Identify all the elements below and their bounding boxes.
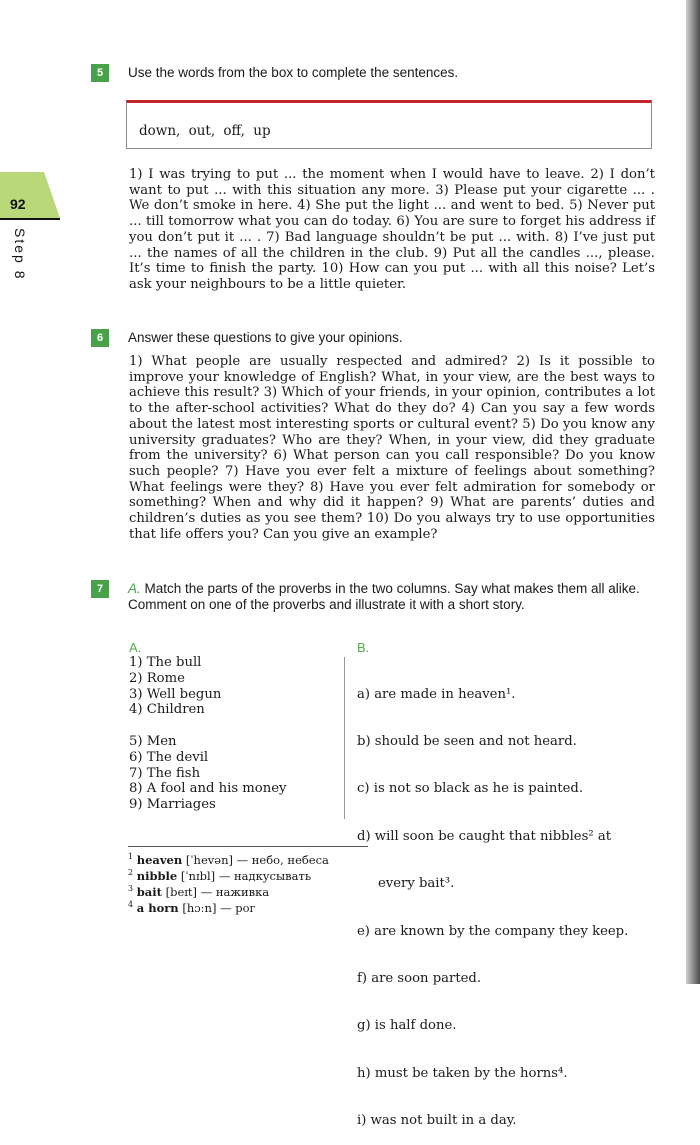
column-b-item: b) should be seen and not heard. [357,733,577,749]
column-b-item: c) is not so black as he is painted. [357,781,584,797]
step-label: Step 8 [12,228,28,281]
exercise-5-text: 1) I was trying to put ... the moment when I would have to leave. 2) I don’t want to put ... with this situation any more. 3) Please put your cigarette ... . We don’t smoke in here. 4) She put the light ... and went to bed. 5) Never put ... till tomorrow what you can do today. 6) You are sure to forget his address if you don’t put it ... . 7) Bad language shouldn’t be put ... with. 8) I’ve just put ... the names of all the children in the club. 9) Put all the candles ..., please. It’s time to finish the party. 10) How can you put ... with all this noise? Let’s ask your neighbours to be a little quieter. [129,167,655,292]
column-a-spacer [129,718,286,734]
footnote-rule [128,846,368,847]
footnote: $^1$ heaven [ˈhevən] — небо, небеса [128,852,329,867]
column-b-item: e) are known by the company they keep. [357,923,629,939]
column-b-item: a) are made in heaven¹. [357,686,516,702]
column-a-item: 8) A fool and his money [129,781,287,797]
column-a-item: 5) Men [129,733,177,749]
column-a-item: 2) Rome [129,670,185,686]
exercise-7-badge: 7 [91,580,109,598]
column-a-heading: A. [129,640,142,655]
exercise-7-instruction-block [128,581,658,613]
column-b-item: i) was not built in a day. [357,1113,517,1129]
exercise-7-part-label: A. [128,581,141,596]
column-b-item: h) must be taken by the horns⁴. [357,1065,568,1081]
column-b-item: every bait³. [357,876,455,892]
page-edge-shadow [686,0,700,984]
exercise-7-instruction: Match the parts of the proverbs in the two columns. Say what makes them all alike. Comment on one of the proverbs and illustrate it with a short story. [128,581,640,612]
word-box [126,100,652,149]
footnote: $^3$ bait [beɪt] — наживка [128,884,270,899]
word-box-words: down, out, off, up [139,123,271,139]
column-a-list [129,655,286,813]
column-b-item: f) are soon parted. [357,970,482,986]
column-a-item: 1) The bull [129,655,202,670]
column-b-heading: B. [357,640,370,655]
footnote: $^4$ a horn [hɔːn] — рог [128,900,256,915]
page-tab-notch [44,172,60,218]
side-divider [0,218,60,220]
column-divider [344,657,345,819]
exercise-6-badge: 6 [91,329,109,347]
column-a-item: 3) Well begun [129,686,222,702]
column-a-item: 4) Children [129,702,205,718]
footnote: $^2$ nibble [ˈnɪbl] — надкусывать [128,868,312,883]
exercise-5-instruction: Use the words from the box to complete the sentences. [128,65,459,80]
page-number: 92 [10,196,26,212]
column-b-list [357,655,628,1145]
column-b-item: g) is half done. [357,1018,457,1034]
column-a-item: 7) The fish [129,765,201,781]
footnotes [128,852,329,916]
column-a-item: 6) The devil [129,749,209,765]
exercise-5-badge: 5 [91,64,109,82]
column-a-item: 9) Marriages [129,797,216,813]
exercise-6-instruction: Answer these questions to give your opinions. [128,330,403,345]
exercise-6-text: 1) What people are usually respected and admired? 2) Is it possible to improve your knowledge of English? What, in your view, are the best ways to achieve this result? 3) Which of your friends, in your opinion, contributes a lot to the after-school activities? What do they do? 4) Can you say a few words about the latest most interesting sports or cultural event? 5) Do you know any university graduates? Who are they? When, in your view, did they graduate from the university? 6) What person can you call responsible? Do you know such people? 7) Have you ever felt a mixture of feelings about something? What feelings were they? 8) Have you ever felt admiration for somebody or something? When and why did it happen? 9) What are parents’ duties and children’s duties as you see them? 10) Do you always try to use opportunities that life offers you? Can you give an example? [129,354,655,542]
column-b-item: d) will soon be caught that nibbles² at [357,828,612,844]
